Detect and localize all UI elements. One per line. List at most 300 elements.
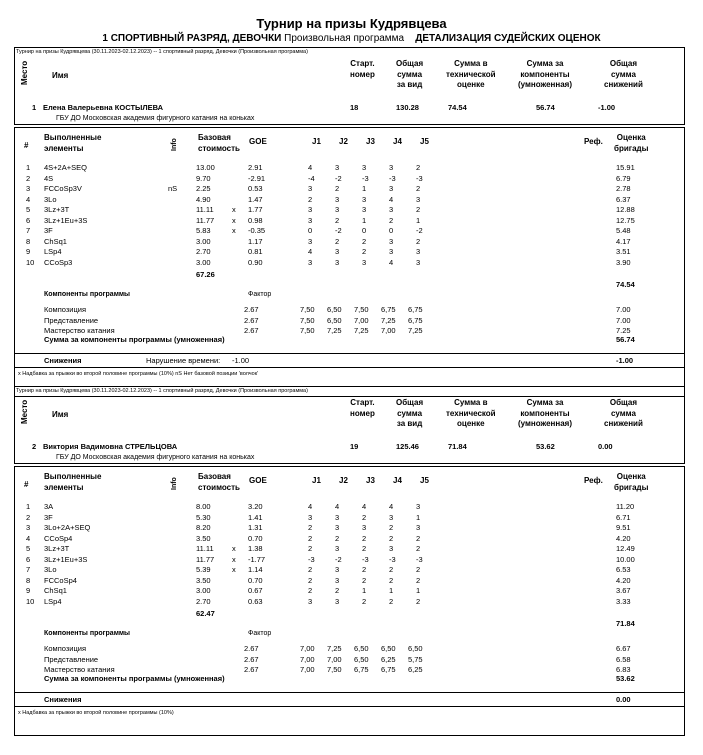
component-judge: 7,25 xyxy=(381,315,396,325)
factor-header: Фактор xyxy=(248,630,272,637)
judge-score: 3 xyxy=(362,194,367,204)
element-bonus-mark: x xyxy=(232,226,236,235)
judge-score: 2 xyxy=(362,575,367,585)
element-panel: 12.88 xyxy=(616,205,635,214)
judge-score: 2 xyxy=(389,215,394,225)
component-judge: 7,50 xyxy=(300,326,315,335)
ded-score: -1.00 xyxy=(598,103,616,112)
element-number: 9 xyxy=(26,247,31,256)
component-panel: 7.00 xyxy=(616,305,631,314)
component-factor: 2.67 xyxy=(244,315,259,325)
element-goe: 1.77 xyxy=(248,205,263,214)
component-panel: 7.00 xyxy=(616,315,631,325)
category-label: 1 СПОРТИВНЫЙ РАЗРЯД, ДЕВОЧКИ xyxy=(102,33,282,44)
deductions-total: 0.00 xyxy=(616,695,631,704)
judge-score: 2 xyxy=(308,544,313,553)
element-goe: 1.47 xyxy=(248,194,263,204)
element-panel: 3.67 xyxy=(616,586,631,595)
element-base: 9.70 xyxy=(196,173,211,183)
judge-score: 2 xyxy=(308,565,313,574)
element-goe: 1.31 xyxy=(248,523,263,532)
base-total: 67.26 xyxy=(196,270,215,279)
element-bonus-mark: x xyxy=(232,205,236,214)
judge-score: 1 xyxy=(362,215,367,225)
element-base: 5.39 xyxy=(196,565,211,574)
info-header: Info xyxy=(171,477,178,490)
judge-score: 3 xyxy=(308,257,313,267)
pcs-header: Сумма за компоненты (умноженная) xyxy=(518,398,572,428)
element-number: 2 xyxy=(26,173,31,183)
tes-header: Сумма в технической оценке xyxy=(446,59,496,89)
judge-score: 3 xyxy=(389,247,394,256)
tes-score: 71.84 xyxy=(448,442,467,451)
element-code: 3Lz+1Eu+3S xyxy=(44,554,88,564)
element-base: 5.83 xyxy=(196,226,211,235)
judge-score: 3 xyxy=(335,575,340,585)
judge-score: 2 xyxy=(416,205,421,214)
component-panel: 6.83 xyxy=(616,665,631,674)
element-panel: 4.20 xyxy=(616,533,631,543)
judge-score: 1 xyxy=(416,215,421,225)
pcs-total-label: Сумма за компоненты программы (умноженная) xyxy=(44,674,225,683)
element-goe: 0.63 xyxy=(248,596,263,606)
element-base: 3.00 xyxy=(196,586,211,595)
judge-score: 3 xyxy=(362,523,367,532)
judge-score: 3 xyxy=(389,512,394,522)
element-panel: 4.20 xyxy=(616,575,631,585)
judge-score: 2 xyxy=(335,533,340,543)
judge-score: 2 xyxy=(362,512,367,522)
element-code: CCoSp4 xyxy=(44,533,73,543)
judge-score: 2 xyxy=(335,236,340,246)
element-goe: 1.41 xyxy=(248,512,263,522)
element-bonus-mark: x xyxy=(232,554,236,564)
element-code: ChSq1 xyxy=(44,586,67,595)
judge-score: 2 xyxy=(362,596,367,606)
element-number: 3 xyxy=(26,184,31,193)
judge-header: J1 xyxy=(312,137,321,146)
component-factor: 2.67 xyxy=(244,665,259,674)
element-goe: 1.17 xyxy=(248,236,263,246)
element-code: 4S xyxy=(44,173,54,183)
judge-score: 2 xyxy=(335,215,340,225)
element-number: 9 xyxy=(26,586,31,595)
element-code: FCCoSp4 xyxy=(44,575,77,585)
judge-header: J2 xyxy=(339,137,348,146)
event-line: Турнир на призы Кудрявцева (30.11.2023-02.12.2023) -- 1 спортивный разряд, Девочки (Произвольная программа) xyxy=(16,388,308,394)
component-name: Представление xyxy=(44,315,99,325)
component-judge: 7,50 xyxy=(300,305,315,314)
pcs-score: 56.74 xyxy=(536,103,555,112)
element-number: 1 xyxy=(26,163,31,172)
start-header: Старт. номер xyxy=(350,59,375,79)
judge-score: 3 xyxy=(362,205,367,214)
judge-score: 1 xyxy=(362,184,367,193)
name-header: Имя xyxy=(52,410,69,419)
judge-score: 3 xyxy=(416,502,421,511)
deductions-total: -1.00 xyxy=(616,356,634,365)
judge-score: 0 xyxy=(389,226,394,235)
judge-score: 2 xyxy=(335,184,340,193)
deductions-label: Снижения xyxy=(44,356,82,365)
component-panel: 7.25 xyxy=(616,326,631,335)
components-header: Компоненты программы xyxy=(44,291,131,298)
element-goe: 0.81 xyxy=(248,247,263,256)
judge-score: 2 xyxy=(389,575,394,585)
judge-score: 3 xyxy=(389,236,394,246)
judge-score: 2 xyxy=(416,575,421,585)
component-judge: 6,75 xyxy=(381,665,396,674)
element-base: 2.25 xyxy=(196,184,211,193)
component-judge: 6,75 xyxy=(354,665,369,674)
elements-header: Выполненные элементы xyxy=(44,133,102,153)
start-number: 19 xyxy=(350,442,359,451)
judge-score: -2 xyxy=(335,173,342,183)
component-judge: 7,25 xyxy=(354,326,369,335)
component-judge: 7,00 xyxy=(327,654,342,664)
judge-score: 4 xyxy=(389,194,394,204)
element-panel: 11.20 xyxy=(616,502,635,511)
judge-score: 2 xyxy=(308,575,313,585)
element-number: 5 xyxy=(26,544,31,553)
element-goe: 0.70 xyxy=(248,533,263,543)
judge-score: 2 xyxy=(389,533,394,543)
judge-header: J2 xyxy=(339,476,348,485)
elements-header: Выполненные элементы xyxy=(44,472,102,492)
total-score: 125.46 xyxy=(396,442,419,451)
judge-header: J1 xyxy=(312,476,321,485)
element-goe: 0.98 xyxy=(248,215,263,225)
num-header: # xyxy=(24,141,29,150)
judge-score: 2 xyxy=(362,236,367,246)
component-judge: 6,75 xyxy=(408,315,423,325)
judge-score: 3 xyxy=(389,184,394,193)
element-goe: 0.70 xyxy=(248,575,263,585)
judge-score: 3 xyxy=(389,205,394,214)
element-panel: 6.79 xyxy=(616,173,631,183)
pcs-total: 53.62 xyxy=(616,674,635,683)
element-base: 2.70 xyxy=(196,596,211,606)
component-factor: 2.67 xyxy=(244,326,259,335)
pcs-score: 53.62 xyxy=(536,442,555,451)
judge-score: 3 xyxy=(362,257,367,267)
element-code: 3F xyxy=(44,512,53,522)
element-number: 10 xyxy=(26,257,35,267)
deductions-header: Общая сумма снижений xyxy=(604,398,643,428)
goe-header: GOE xyxy=(249,476,267,485)
judge-score: 2 xyxy=(308,194,313,204)
skater-club: ГБУ ДО Московская академия фигурного катания на коньках xyxy=(56,115,255,122)
element-base: 2.70 xyxy=(196,247,211,256)
num-header: # xyxy=(24,480,29,489)
component-judge: 6,50 xyxy=(327,305,342,314)
components-header: Компоненты программы xyxy=(44,630,131,637)
judge-score: -4 xyxy=(308,173,315,183)
pcs-total: 56.74 xyxy=(616,335,635,344)
judge-score: 1 xyxy=(416,586,421,595)
skater-name: Виктория Вадимовна СТРЕЛЬЦОВА xyxy=(43,442,178,451)
deductions-box xyxy=(14,692,685,707)
judge-score: 3 xyxy=(335,257,340,267)
judge-score: -3 xyxy=(362,554,369,564)
element-base: 3.00 xyxy=(196,236,211,246)
element-goe: 0.53 xyxy=(248,184,263,193)
element-number: 6 xyxy=(26,215,31,225)
component-judge: 6,25 xyxy=(408,665,423,674)
component-name: Композиция xyxy=(44,644,87,653)
start-header: Старт. номер xyxy=(350,398,375,418)
component-judge: 6,50 xyxy=(408,644,423,653)
element-code: 3Lo+2A+SEQ xyxy=(44,523,91,532)
component-factor: 2.67 xyxy=(244,305,259,314)
panel-header: Оценка бригады xyxy=(614,472,649,492)
judge-score: 0 xyxy=(308,226,313,235)
judge-score: 4 xyxy=(308,247,313,256)
element-number: 7 xyxy=(26,565,31,574)
judge-score: 3 xyxy=(335,163,340,172)
component-factor: 2.67 xyxy=(244,654,259,664)
judge-score: 3 xyxy=(389,163,394,172)
judge-score: 3 xyxy=(416,257,421,267)
judge-score: 2 xyxy=(416,163,421,172)
component-judge: 7,25 xyxy=(327,326,342,335)
pcs-total-label: Сумма за компоненты программы (умноженная) xyxy=(44,335,225,344)
element-panel: 12.75 xyxy=(616,215,635,225)
element-panel: 6.53 xyxy=(616,565,631,574)
judge-header: J3 xyxy=(366,137,375,146)
event-line: Турнир на призы Кудрявцева (30.11.2023-02.12.2023) -- 1 спортивный разряд, Девочки (Произвольная программа) xyxy=(16,49,308,55)
element-base: 4.90 xyxy=(196,194,211,204)
panel-header: Оценка бригады xyxy=(614,133,649,153)
judge-score: 4 xyxy=(389,502,394,511)
component-judge: 7,50 xyxy=(327,665,342,674)
goe-header: GOE xyxy=(249,137,267,146)
judge-score: 2 xyxy=(335,586,340,595)
start-number: 18 xyxy=(350,103,359,112)
deductions-box xyxy=(14,353,685,368)
element-number: 10 xyxy=(26,596,35,606)
program-label: Произвольная программа xyxy=(284,33,405,44)
element-code: LSp4 xyxy=(44,596,62,606)
component-judge: 6,50 xyxy=(327,315,342,325)
judge-score: -3 xyxy=(308,554,315,564)
component-name: Представление xyxy=(44,654,99,664)
deductions-label: Снижения xyxy=(44,695,82,704)
element-goe: 0.67 xyxy=(248,586,263,595)
judge-score: 2 xyxy=(308,586,313,595)
deduction-detail-value: -1.00 xyxy=(232,356,250,365)
judge-score: -3 xyxy=(389,173,396,183)
judge-score: 3 xyxy=(416,194,421,204)
judge-score: 2 xyxy=(362,544,367,553)
component-name: Композиция xyxy=(44,305,87,314)
element-goe: 0.90 xyxy=(248,257,263,267)
skater-name: Елена Валерьевна КОСТЫЛЕВА xyxy=(43,103,164,112)
judge-score: 4 xyxy=(362,502,367,511)
total-header: Общая сумма за вид xyxy=(396,59,424,89)
judge-score: 2 xyxy=(308,523,313,532)
element-panel: 4.17 xyxy=(616,236,631,246)
judge-score: 2 xyxy=(389,523,394,532)
element-base: 11.11 xyxy=(196,544,214,553)
judge-score: 1 xyxy=(416,512,421,522)
report-label: ДЕТАЛИЗАЦИЯ СУДЕЙСКИХ ОЦЕНОК xyxy=(415,33,601,44)
judge-score: 4 xyxy=(335,502,340,511)
base-header: Базовая стоимость xyxy=(198,472,240,492)
judge-score: 2 xyxy=(416,544,421,553)
place-header: Место xyxy=(20,60,29,85)
component-judge: 7,50 xyxy=(300,315,315,325)
element-number: 5 xyxy=(26,205,31,214)
element-base: 5.30 xyxy=(196,512,211,522)
component-judge: 7,50 xyxy=(354,305,369,314)
element-number: 2 xyxy=(26,512,31,522)
total-score: 130.28 xyxy=(396,103,419,112)
judge-score: 2 xyxy=(389,565,394,574)
footnote: x Надбавка за прыжки во второй половине программы (10%) nS Нет базовой позиции 'волчок' xyxy=(18,371,259,377)
judge-score: 0 xyxy=(362,226,367,235)
judge-header: J4 xyxy=(393,476,402,485)
element-number: 4 xyxy=(26,194,31,204)
judge-score: -2 xyxy=(416,226,423,235)
element-base: 11.11 xyxy=(196,205,214,214)
element-panel: 6.71 xyxy=(616,512,631,522)
element-panel: 6.37 xyxy=(616,194,631,204)
judge-score: -3 xyxy=(416,173,423,183)
judge-score: -3 xyxy=(389,554,396,564)
footnote: x Надбавка за прыжки во второй половине программы (10%) xyxy=(18,710,174,716)
element-panel: 5.48 xyxy=(616,226,631,235)
element-panel: 3.51 xyxy=(616,247,631,256)
element-code: 3Lz+3T xyxy=(44,205,70,214)
judge-score: 1 xyxy=(362,586,367,595)
component-judge: 6,50 xyxy=(354,644,369,653)
component-judge: 6,50 xyxy=(381,644,396,653)
element-panel: 3.33 xyxy=(616,596,631,606)
judge-score: 3 xyxy=(335,205,340,214)
judge-score: 3 xyxy=(308,596,313,606)
element-code: 3Lz+1Eu+3S xyxy=(44,215,88,225)
judge-score: 3 xyxy=(362,163,367,172)
element-goe: -1.77 xyxy=(248,554,266,564)
component-judge: 7,00 xyxy=(354,315,369,325)
element-base: 8.20 xyxy=(196,523,211,532)
element-code: 3Lo xyxy=(44,194,57,204)
element-goe: -0.35 xyxy=(248,226,266,235)
element-base: 8.00 xyxy=(196,502,211,511)
judge-header: J3 xyxy=(366,476,375,485)
component-judge: 6,75 xyxy=(408,305,423,314)
element-goe: -2.91 xyxy=(248,173,266,183)
component-factor: 2.67 xyxy=(244,644,259,653)
element-number: 1 xyxy=(26,502,31,511)
info-header: Info xyxy=(171,138,178,151)
element-panel: 10.00 xyxy=(616,554,635,564)
element-code: 3F xyxy=(44,226,53,235)
judge-score: 2 xyxy=(416,184,421,193)
tes-total: 74.54 xyxy=(616,280,635,289)
base-total: 62.47 xyxy=(196,609,215,618)
element-base: 3.50 xyxy=(196,533,211,543)
judge-score: -3 xyxy=(416,554,423,564)
component-judge: 7,00 xyxy=(381,326,396,335)
judge-header: J5 xyxy=(420,137,429,146)
skater-place: 2 xyxy=(32,442,37,451)
deductions-header: Общая сумма снижений xyxy=(604,59,643,89)
judge-score: 4 xyxy=(389,257,394,267)
element-goe: 3.20 xyxy=(248,502,263,511)
judge-score: 3 xyxy=(416,247,421,256)
component-judge: 6,75 xyxy=(381,305,396,314)
ref-header: Реф. xyxy=(584,476,603,485)
ded-score: 0.00 xyxy=(598,442,613,451)
element-code: 4S+2A+SEQ xyxy=(44,163,87,172)
deduction-detail: Нарушение времени: xyxy=(146,356,221,365)
judge-score: 2 xyxy=(416,236,421,246)
component-panel: 6.58 xyxy=(616,654,631,664)
component-name: Мастерство катания xyxy=(44,665,115,674)
element-code: FCCoSp3V xyxy=(44,184,82,193)
component-judge: 6,25 xyxy=(381,654,396,664)
element-code: 3Lo xyxy=(44,565,57,574)
place-header: Место xyxy=(20,399,29,424)
element-base: 11.77 xyxy=(196,215,215,225)
element-panel: 2.78 xyxy=(616,184,631,193)
judge-score: 3 xyxy=(308,512,313,522)
component-name: Мастерство катания xyxy=(44,326,115,335)
judge-score: 3 xyxy=(308,205,313,214)
judge-score: 2 xyxy=(416,533,421,543)
element-number: 4 xyxy=(26,533,31,543)
component-judge: 7,00 xyxy=(300,644,315,653)
judge-score: 2 xyxy=(416,596,421,606)
judge-score: 1 xyxy=(389,586,394,595)
element-goe: 1.14 xyxy=(248,565,263,574)
judge-score: -3 xyxy=(362,173,369,183)
judge-header: J4 xyxy=(393,137,402,146)
element-goe: 1.38 xyxy=(248,544,263,553)
element-number: 8 xyxy=(26,575,31,585)
component-judge: 7,25 xyxy=(327,644,342,653)
component-judge: 7,00 xyxy=(300,654,315,664)
factor-header: Фактор xyxy=(248,291,272,298)
element-number: 8 xyxy=(26,236,31,246)
element-code: ChSq1 xyxy=(44,236,67,246)
judge-score: 2 xyxy=(389,596,394,606)
judge-score: 3 xyxy=(335,565,340,574)
judge-header: J5 xyxy=(420,476,429,485)
judge-score: 3 xyxy=(308,236,313,246)
skater-place: 1 xyxy=(32,103,37,112)
element-panel: 15.91 xyxy=(616,163,635,172)
judge-score: 3 xyxy=(389,544,394,553)
element-code: LSp4 xyxy=(44,247,62,256)
element-bonus-mark: x xyxy=(232,215,236,225)
judge-score: 3 xyxy=(335,596,340,606)
judge-score: 3 xyxy=(335,194,340,204)
judge-score: -2 xyxy=(335,554,342,564)
element-base: 11.77 xyxy=(196,554,215,564)
component-judge: 7,25 xyxy=(408,326,423,335)
judge-score: 2 xyxy=(362,565,367,574)
total-header: Общая сумма за вид xyxy=(396,398,424,428)
ref-header: Реф. xyxy=(584,137,603,146)
judge-score: 3 xyxy=(335,247,340,256)
element-code: 3Lz+3T xyxy=(44,544,70,553)
component-judge: 5,75 xyxy=(408,654,423,664)
judge-score: 3 xyxy=(416,523,421,532)
base-header: Базовая стоимость xyxy=(198,133,240,153)
